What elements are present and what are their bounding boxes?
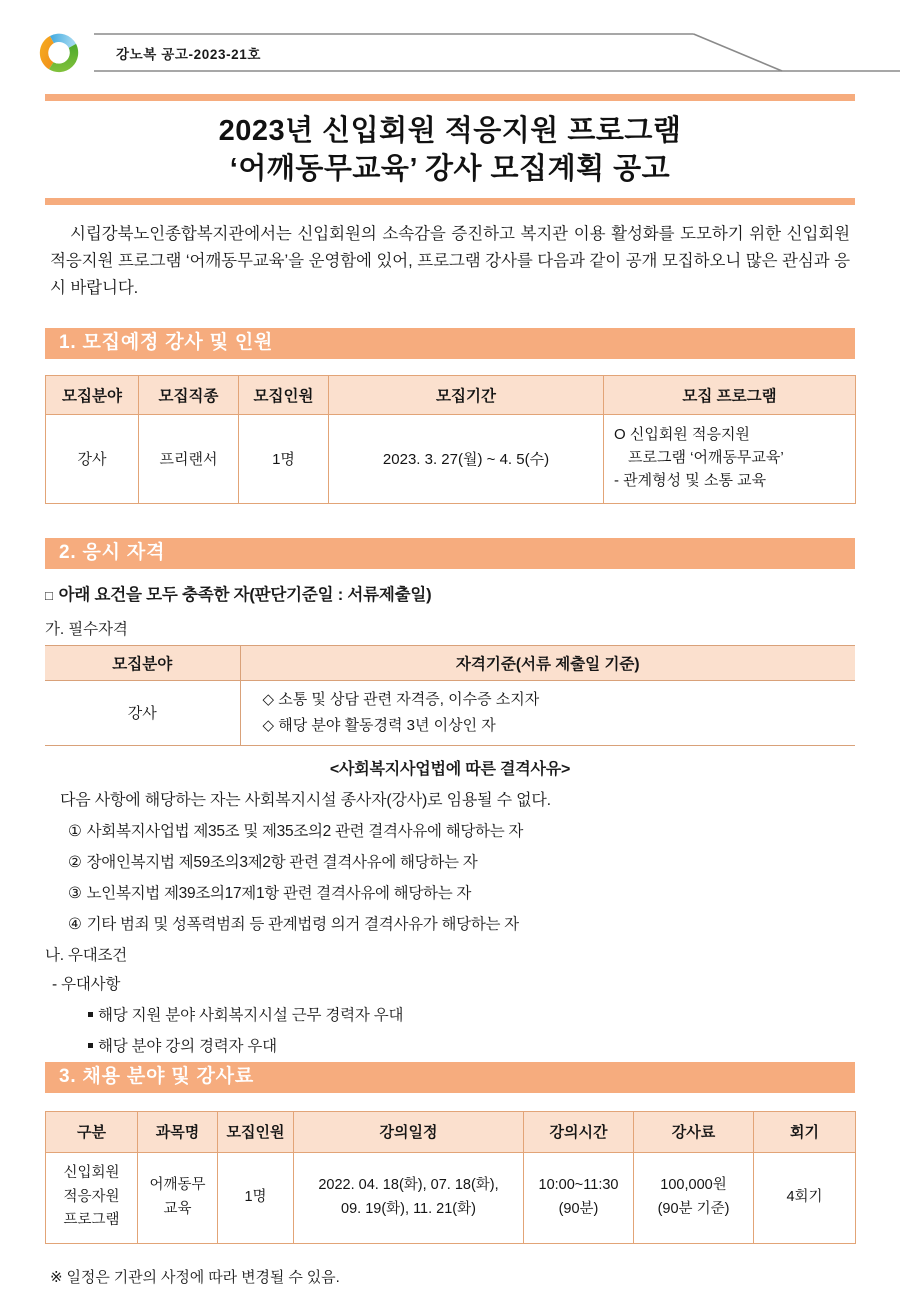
cell-field: 강사 bbox=[46, 414, 139, 503]
fee-line-1: 100,000원 bbox=[660, 1177, 727, 1194]
qualification-table bbox=[45, 645, 855, 746]
col-header-schedule: 강의일정 bbox=[294, 1111, 524, 1152]
col-header-program: 모집 프로그램 bbox=[604, 375, 856, 414]
page-title bbox=[0, 101, 900, 198]
cell-fee bbox=[634, 1152, 754, 1243]
cell-subject bbox=[138, 1152, 218, 1243]
table-header-row bbox=[45, 645, 855, 680]
circled-number-icon: ② bbox=[68, 853, 82, 871]
col-header-headcount: 모집인원 bbox=[218, 1111, 294, 1152]
col-header-job-type: 모집직종 bbox=[139, 375, 239, 414]
col-header-field: 모집분야 bbox=[45, 645, 240, 680]
subsection-label-b: 나. 우대조건 bbox=[45, 946, 128, 964]
page-title-line-1: 2023년 신입회원 적응지원 프로그램 bbox=[218, 115, 682, 147]
preference-item-2 bbox=[88, 1034, 855, 1056]
cell-category bbox=[46, 1152, 138, 1243]
preference-item-1 bbox=[88, 1003, 855, 1025]
disqualification-item-text: 장애인복지법 제59조의3제2항 관련 결격사유에 해당하는 자 bbox=[86, 853, 478, 871]
criteria-item: ◇ 소통 및 상담 관련 자격증, 이수증 소지자 bbox=[262, 690, 540, 708]
lecture-time-line-1: 10:00~11:30 bbox=[538, 1177, 619, 1194]
doc-number-tag bbox=[94, 30, 900, 76]
col-header-headcount: 모집인원 bbox=[239, 375, 329, 414]
cell-headcount: 1명 bbox=[239, 414, 329, 503]
requirement-heading-text: 아래 요건을 모두 충족한 자(판단기준일 : 서류제출일) bbox=[58, 585, 432, 604]
section-header-2: 2. 응시 자격 bbox=[45, 538, 855, 569]
disqualification-item-3 bbox=[68, 881, 855, 903]
circled-number-icon: ③ bbox=[68, 884, 82, 902]
col-header-criteria: 자격기준(서류 제출일 기준) bbox=[240, 645, 855, 680]
col-header-lecture-time: 강의시간 bbox=[524, 1111, 634, 1152]
small-square-bullet-icon bbox=[88, 1012, 93, 1017]
subject-line-1: 어깨동무 bbox=[149, 1177, 206, 1194]
intro-paragraph: 시립강북노인종합복지관에서는 신입회원의 소속감을 증진하고 복지관 이용 활성화를 도모하기 위한 신입회원 적응지원 프로그램 ‘어깨동무교육’을 운영함에 있어, 프로그램 강사를 다음과 같이 공개 모집하오니 많은 관심과 응시 바랍니다. bbox=[50, 225, 850, 297]
document-header bbox=[0, 22, 900, 84]
disqualification-lead: 다음 사항에 해당하는 자는 사회복지시설 종사자(강사)로 임용될 수 없다. bbox=[60, 791, 551, 809]
cell-program bbox=[604, 414, 856, 503]
table-row bbox=[46, 414, 856, 503]
recruitment-table bbox=[45, 375, 856, 504]
col-header-subject: 과목명 bbox=[138, 1111, 218, 1152]
table-header-row bbox=[46, 375, 856, 414]
cell-period: 2023. 3. 27(월) ~ 4. 5(수) bbox=[329, 414, 604, 503]
col-header-category: 구분 bbox=[46, 1111, 138, 1152]
circled-number-icon: ① bbox=[68, 822, 82, 840]
fee-line-2: (90분 기준) bbox=[657, 1200, 730, 1217]
disqualification-item-text: 기타 범죄 및 성폭력범죄 등 관계법령 의거 결격사유가 해당하는 자 bbox=[86, 915, 519, 933]
doc-number-text: 강노복 공고-2023-21호 bbox=[116, 47, 262, 62]
table-row bbox=[46, 1152, 856, 1243]
cell-lecture-time bbox=[524, 1152, 634, 1243]
col-header-period: 모집기간 bbox=[329, 375, 604, 414]
col-header-field: 모집분야 bbox=[46, 375, 139, 414]
cell-criteria bbox=[240, 680, 855, 745]
preference-label: - 우대사항 bbox=[52, 975, 121, 993]
schedule-line-1: 2022. 04. 18(화), 07. 18(화), bbox=[318, 1177, 499, 1194]
category-line-3: 프로그램 bbox=[63, 1212, 120, 1229]
subject-line-2: 교육 bbox=[163, 1200, 192, 1217]
disqualification-title: <사회복지사업법에 따른 결격사유> bbox=[329, 760, 571, 778]
disqualification-item-2 bbox=[68, 850, 855, 872]
square-bullet-icon: □ bbox=[45, 587, 53, 603]
welfare-center-logo-icon bbox=[36, 30, 82, 76]
title-rule-bottom bbox=[45, 198, 855, 205]
preference-item-text: 해당 분야 강의 경력자 우대 bbox=[98, 1037, 277, 1055]
disqualification-item-text: 사회복지사업법 제35조 및 제35조의2 관련 결격사유에 해당하는 자 bbox=[86, 822, 524, 840]
col-header-sessions: 회기 bbox=[754, 1111, 856, 1152]
cell-field: 강사 bbox=[45, 680, 240, 745]
lecture-time-line-2: (90분) bbox=[558, 1200, 599, 1217]
cell-sessions: 4회기 bbox=[754, 1152, 856, 1243]
program-line-1: О 신입회원 적응지원 bbox=[614, 426, 750, 444]
circled-number-icon: ④ bbox=[68, 915, 82, 933]
title-rule-top bbox=[45, 94, 855, 101]
section-header-1: 1. 모집예정 강사 및 인원 bbox=[45, 328, 855, 359]
requirement-heading bbox=[45, 581, 855, 605]
disqualification-item-text: 노인복지법 제39조의17제1항 관련 결격사유에 해당하는 자 bbox=[86, 884, 472, 902]
table-row bbox=[45, 680, 855, 745]
preference-item-text: 해당 지원 분야 사회복지시설 근무 경력자 우대 bbox=[98, 1006, 404, 1024]
announcement-page bbox=[0, 22, 900, 1295]
program-line-2: 프로그램 ‘어깨동무교육’ bbox=[628, 449, 784, 467]
schedule-line-2: 09. 19(화), 11. 21(화) bbox=[341, 1200, 476, 1217]
page-title-line-2: ‘어깨동무교육’ 강사 모집계획 공고 bbox=[229, 152, 671, 185]
category-line-1: 신입회원 bbox=[63, 1165, 120, 1182]
cell-headcount: 1명 bbox=[218, 1152, 294, 1243]
cell-schedule bbox=[294, 1152, 524, 1243]
lecture-fee-table bbox=[45, 1111, 856, 1244]
table-header-row bbox=[46, 1111, 856, 1152]
section-header-3: 3. 채용 분야 및 강사료 bbox=[45, 1062, 855, 1093]
small-square-bullet-icon bbox=[88, 1043, 93, 1048]
program-line-3: - 관계형성 및 소통 교육 bbox=[614, 471, 767, 489]
disqualification-item-1 bbox=[68, 819, 855, 841]
subsection-label-a: 가. 필수자격 bbox=[45, 620, 128, 638]
disqualification-item-4 bbox=[68, 912, 855, 934]
category-line-2: 적응자원 bbox=[63, 1188, 120, 1205]
footnote-text: ※ 일정은 기관의 사정에 따라 변경될 수 있음. bbox=[50, 1268, 340, 1286]
col-header-fee: 강사료 bbox=[634, 1111, 754, 1152]
cell-job-type: 프리랜서 bbox=[139, 414, 239, 503]
criteria-item: ◇ 해당 분야 활동경력 3년 이상인 자 bbox=[262, 716, 496, 734]
